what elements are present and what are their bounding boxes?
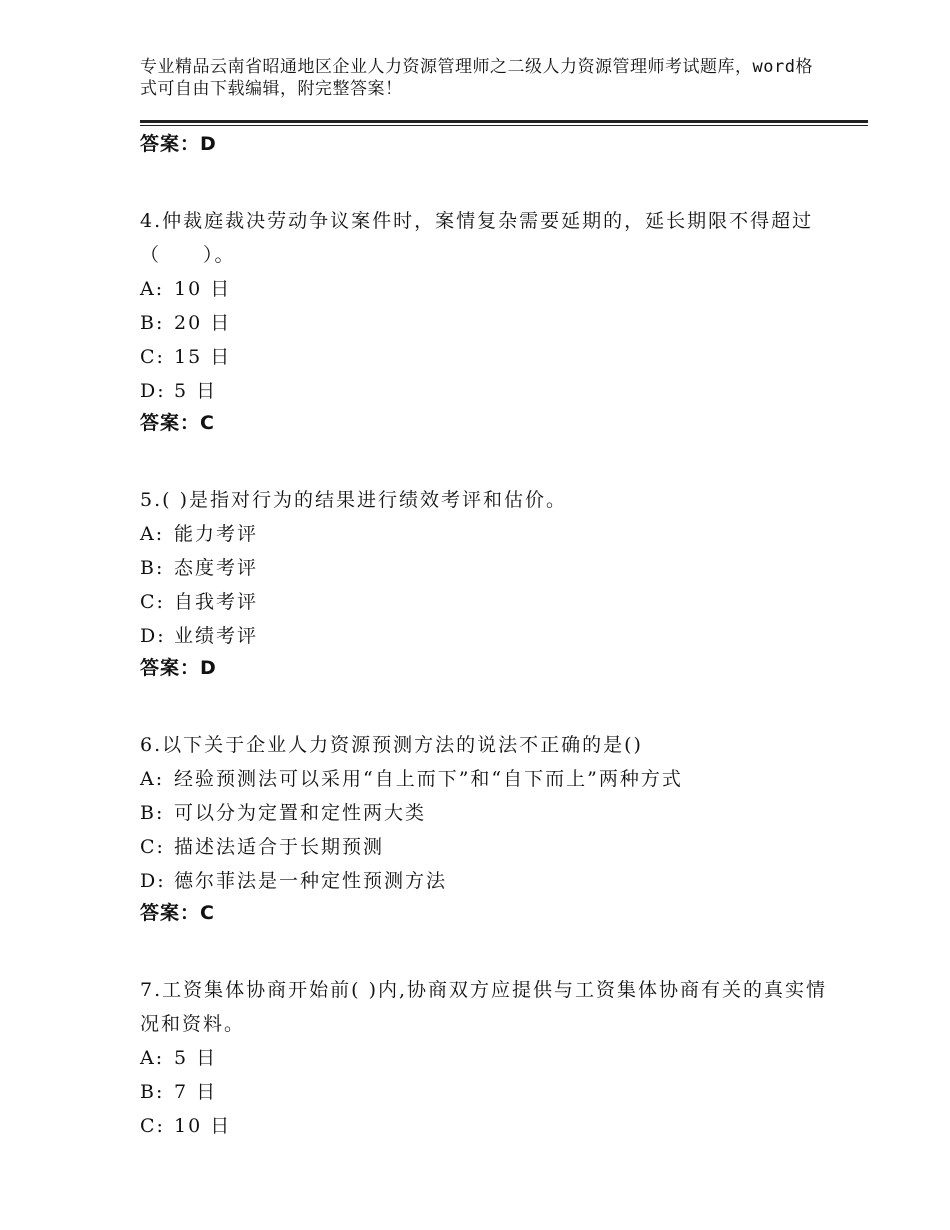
header-rule-thin: [140, 125, 868, 126]
option-text: 德尔菲法是一种定性预测方法: [174, 870, 448, 892]
option-a: [140, 762, 840, 796]
option-text: 可以分为定置和定性两大类: [174, 802, 427, 824]
option-letter: A:: [140, 523, 165, 545]
question-text: 7.工资集体协商开始前( )内,协商双方应提供与工资集体协商有关的真实情况和资料。: [140, 979, 828, 1035]
option-d: [140, 864, 840, 898]
option-c: [140, 340, 840, 374]
option-text: 5 日: [174, 1047, 218, 1069]
option-text: 10 日: [174, 1115, 232, 1137]
option-b: [140, 306, 840, 340]
option-text: 态度考评: [174, 557, 259, 579]
option-text: 5 日: [174, 380, 218, 402]
answer-value: C: [200, 412, 215, 434]
option-text: 描述法适合于长期预测: [174, 836, 385, 858]
option-a: [140, 1041, 840, 1075]
option-text: 20 日: [174, 312, 232, 334]
option-letter: B:: [140, 312, 165, 334]
answer-line: [140, 129, 840, 159]
question-4: [140, 204, 840, 438]
option-b: [140, 1075, 840, 1109]
option-text: 10 日: [174, 278, 232, 300]
question-text: 6.以下关于企业人力资源预测方法的说法不正确的是(): [140, 734, 643, 756]
question-5: [140, 483, 840, 683]
option-letter: A:: [140, 768, 165, 790]
option-a: [140, 272, 840, 306]
answer-value: D: [200, 133, 217, 155]
option-letter: A:: [140, 1047, 165, 1069]
answer-line: [140, 653, 840, 683]
answer-value: D: [200, 657, 217, 679]
option-letter: B:: [140, 1081, 165, 1103]
answer-label: 答案：: [140, 902, 201, 924]
option-letter: C:: [140, 591, 165, 613]
answer-value: C: [200, 902, 215, 924]
option-d: [140, 619, 840, 653]
option-b: [140, 796, 840, 830]
option-letter: B:: [140, 802, 165, 824]
page-header: 专业精品云南省昭通地区企业人力资源管理师之二级人力资源管理师考试题库，word格式可自由下载编辑，附完整答案！: [140, 57, 813, 99]
question-list: [140, 129, 840, 1143]
header-rule-thick: [140, 120, 868, 123]
option-letter: D:: [140, 625, 166, 647]
option-d: [140, 374, 840, 408]
option-letter: B:: [140, 557, 165, 579]
option-a: [140, 517, 840, 551]
option-letter: C:: [140, 836, 165, 858]
option-text: 自我考评: [174, 591, 259, 613]
option-letter: C:: [140, 1115, 165, 1137]
option-letter: A:: [140, 278, 165, 300]
option-text: 15 日: [174, 346, 232, 368]
answer-line: [140, 898, 840, 928]
option-text: 业绩考评: [174, 625, 259, 647]
question-text: 4.仲裁庭裁决劳动争议案件时，案情复杂需要延期的，延长期限不得超过（ ）。: [140, 210, 814, 266]
answer-label: 答案：: [140, 412, 201, 434]
question-6: [140, 728, 840, 928]
option-text: 能力考评: [174, 523, 259, 545]
option-c: [140, 1109, 840, 1143]
answer-label: 答案：: [140, 133, 201, 155]
question-7: [140, 973, 840, 1143]
option-letter: D:: [140, 870, 166, 892]
option-c: [140, 585, 840, 619]
answer-line: [140, 408, 840, 438]
option-c: [140, 830, 840, 864]
option-b: [140, 551, 840, 585]
option-letter: D:: [140, 380, 166, 402]
answer-label: 答案：: [140, 657, 201, 679]
question-text: 5.( )是指对行为的结果进行绩效考评和估价。: [140, 489, 567, 511]
option-text: 经验预测法可以采用“自上而下”和“自下而上”两种方式: [174, 768, 683, 790]
option-text: 7 日: [174, 1081, 218, 1103]
option-letter: C:: [140, 346, 165, 368]
